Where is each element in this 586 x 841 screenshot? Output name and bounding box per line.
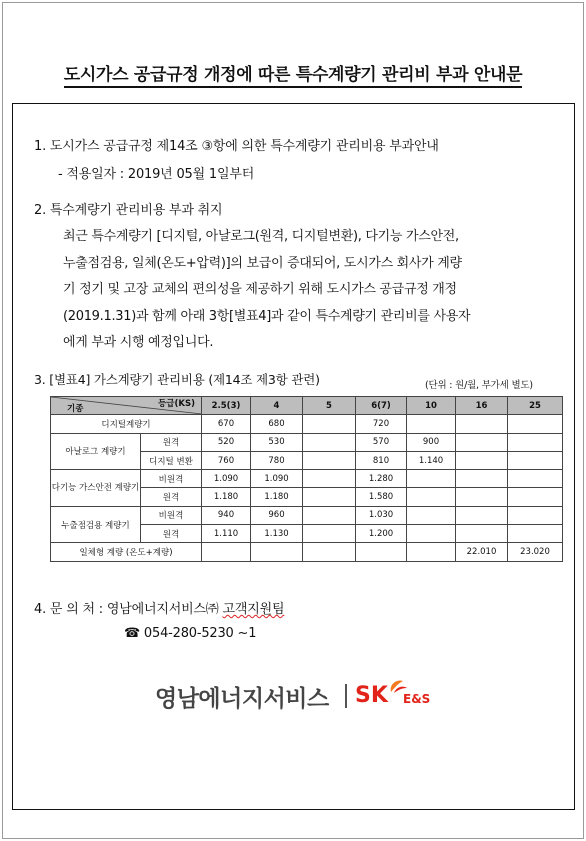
table-cell [303,451,356,469]
table-cell [356,543,407,561]
table-cell [303,506,356,524]
table-cell [456,451,508,469]
table-cell [407,543,456,561]
section1-heading: 1. 도시가스 공급규정 제14조 ③항에 의한 특수계량기 관리비용 부과안내 [34,139,439,154]
table-cell [456,470,508,488]
row-label: 디지털계량기 [51,415,202,433]
row-label: 누출점검용 계량기 [51,506,141,543]
table-row [51,543,563,561]
table-cell: 23.020 [508,543,563,561]
paragraph-line: 최근 특수계량기 [디지털, 아날로그(원격, 디지털변환), 다기능 가스안전, [63,229,459,244]
table-cell: 1.090 [251,470,303,488]
table-row [51,433,563,451]
corner-label-type: 기종 [67,404,84,415]
table-cell: 760 [202,451,251,469]
table-cell: 960 [251,506,303,524]
table-cell [303,470,356,488]
table-cell [407,470,456,488]
grade-header: 4 [251,397,303,415]
table-cell: 670 [202,415,251,433]
table-cell: 1.090 [202,470,251,488]
table-cell: 1.140 [407,451,456,469]
grade-header: 6(7) [356,397,407,415]
document-title: 도시가스 공급규정 개정에 따른 특수계량기 관리비 부과 안내문 [0,60,586,85]
row-label: 일체형 계량 (온도+계량) [51,543,202,561]
table-cell [251,543,303,561]
row-sublabel: 원격 [141,433,202,451]
logo-divider [345,684,347,708]
table-cell [456,488,508,506]
table-cell: 810 [356,451,407,469]
contact-team: 고객지원팀 [222,602,285,617]
paragraph-line: 기 정기 및 고장 교체의 편의성을 제공하기 위해 도시가스 공급규정 개정 [63,282,457,297]
table-cell: 1.030 [356,506,407,524]
table-cell: 22.010 [456,543,508,561]
table-cell: 1.180 [202,488,251,506]
grade-header: 25 [508,397,563,415]
corner-label-grade: 등급(KS) [158,399,195,409]
table-row [51,470,563,488]
grade-header: 2.5(3) [202,397,251,415]
table-cell: 720 [356,415,407,433]
table-cell: 530 [251,433,303,451]
section1-date: - 적용일자 : 2019년 05월 1일부터 [58,167,255,182]
row-sublabel: 원격 [141,488,202,506]
row-sublabel: 비원격 [141,506,202,524]
table-cell: 1.130 [251,525,303,543]
table-cell: 1.200 [356,525,407,543]
paragraph-line: 에게 부과 시행 예정입니다. [63,335,214,350]
section2-paragraph [63,224,553,357]
table-cell: 780 [251,451,303,469]
grade-header: 16 [456,397,508,415]
table-cell [407,525,456,543]
table-cell [508,488,563,506]
table-cell [303,433,356,451]
table-cell: 520 [202,433,251,451]
table-cell: 940 [202,506,251,524]
grade-header: 5 [303,397,356,415]
table-cell: 1.280 [356,470,407,488]
contact-prefix: 4. 문 의 처 : 영남에너지서비스㈜ [34,602,223,617]
row-sublabel: 원격 [141,525,202,543]
fee-table [50,396,563,562]
section2-heading: 2. 특수계량기 관리비용 부과 취지 [34,203,223,218]
table-cell [407,506,456,524]
table-cell [508,525,563,543]
row-label: 아날로그 계량기 [51,433,141,470]
table-cell [202,543,251,561]
table-cell: 1.180 [251,488,303,506]
table-corner-cell [51,397,202,415]
table-row [51,506,563,524]
section3-heading: 3. [별표4] 가스계량기 관리비용 (제14조 제3항 관련) [34,372,320,387]
table-cell [456,433,508,451]
table-cell [407,488,456,506]
table-cell: 900 [407,433,456,451]
row-sublabel: 비원격 [141,470,202,488]
table-cell: 1.580 [356,488,407,506]
table-cell [456,415,508,433]
contact-phone: ☎ 054-280-5230 ~1 [124,626,257,641]
table-cell [508,470,563,488]
table-cell [407,415,456,433]
table-row [51,415,563,433]
table-cell: 570 [356,433,407,451]
table-cell [508,433,563,451]
table-cell [508,451,563,469]
paragraph-line: 누출점검용, 일체(온도+압력)]의 보급이 증대되어, 도시가스 회사가 계량 [63,255,462,271]
paragraph-line: (2019.1.31)과 함께 아래 3항[별표4]과 같이 특수계량기 관리비를 사용자 [63,308,471,324]
logo-sk: SK [355,683,388,708]
unit-note: (단위 : 원/월, 부가세 별도) [425,380,533,391]
table-header-row [51,397,563,415]
table-cell [303,415,356,433]
table-cell [508,506,563,524]
table-cell [508,415,563,433]
row-sublabel: 디지털 변환 [141,451,202,469]
table-cell [303,488,356,506]
grade-header: 10 [407,397,456,415]
section4-heading [34,598,284,617]
table-cell [456,525,508,543]
table-cell: 1.110 [202,525,251,543]
table-cell [456,506,508,524]
table-cell: 680 [251,415,303,433]
table-cell [303,525,356,543]
table-cell [303,543,356,561]
logo-es: E&S [403,692,431,706]
logo-company-name: 영남에너지서비스 [155,686,329,712]
row-label: 다기능 가스안전 계량기 [51,470,141,507]
